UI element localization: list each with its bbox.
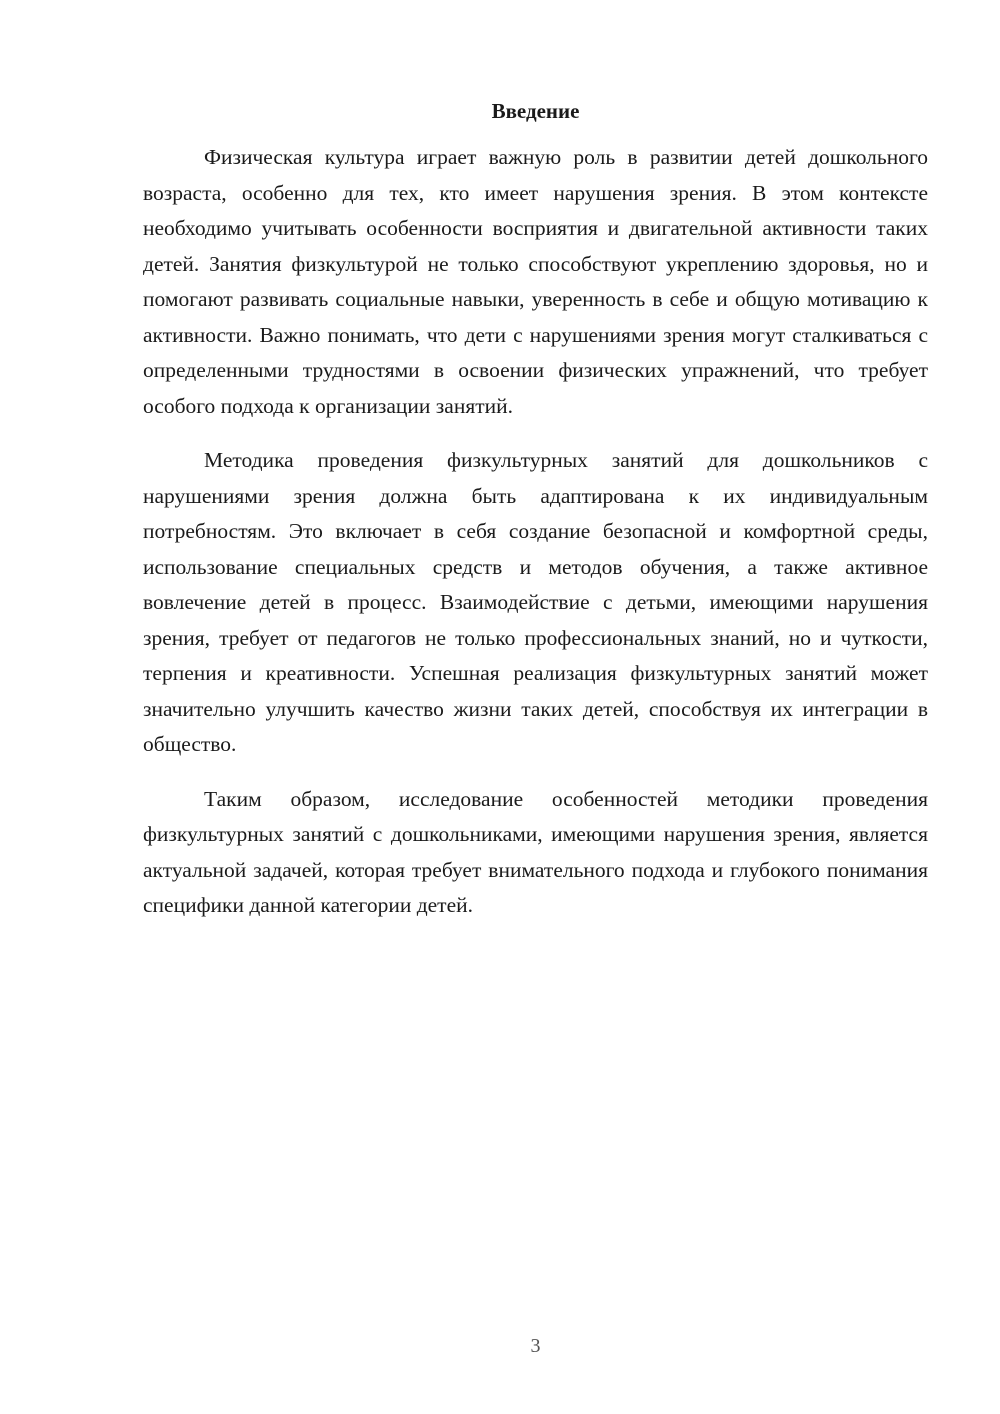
page-number: 3 bbox=[530, 1335, 541, 1357]
paragraph-2: Методика проведения физкультурных занятий для дошкольников с нарушениями зрения должна быть адаптирована к их индивидуальным потребностям. Это включает в себя создание безопасной и комфортной среды, использование специальных средств и методов обучения, а также активное вовлечение детей в процесс. Взаимодействие с детьми, имеющими нарушения зрения, требует от педагогов не только профессиональных знаний, но и чуткости, терпения и креативности. Успешная реализация физкультурных занятий может значительно улучшить качество жизни таких детей, способствуя их интеграции в общество. bbox=[143, 448, 928, 756]
page-content bbox=[143, 96, 928, 943]
section-heading: Введение bbox=[491, 99, 580, 123]
paragraph-1: Физическая культура играет важную роль в развитии детей дошкольного возраста, особенно для тех, кто имеет нарушения зрения. В этом контексте необходимо учитывать особенности восприятия и двигательной активности таких детей. Занятия физкультурой не только способствуют укреплению здоровья, но и помогают развивать социальные навыки, уверенность в себе и общую мотивацию к активности. Важно понимать, что дети с нарушениями зрения могут сталкиваться с определенными трудностями в освоении физических упражнений, что требует особого подхода к организации занятий. bbox=[143, 145, 928, 418]
paragraph-3: Таким образом, исследование особенностей методики проведения физкультурных занятий с дошкольниками, имеющими нарушения зрения, является актуальной задачей, которая требует внимательного подхода и глубокого понимания специфики данной категории детей. bbox=[143, 786, 928, 917]
